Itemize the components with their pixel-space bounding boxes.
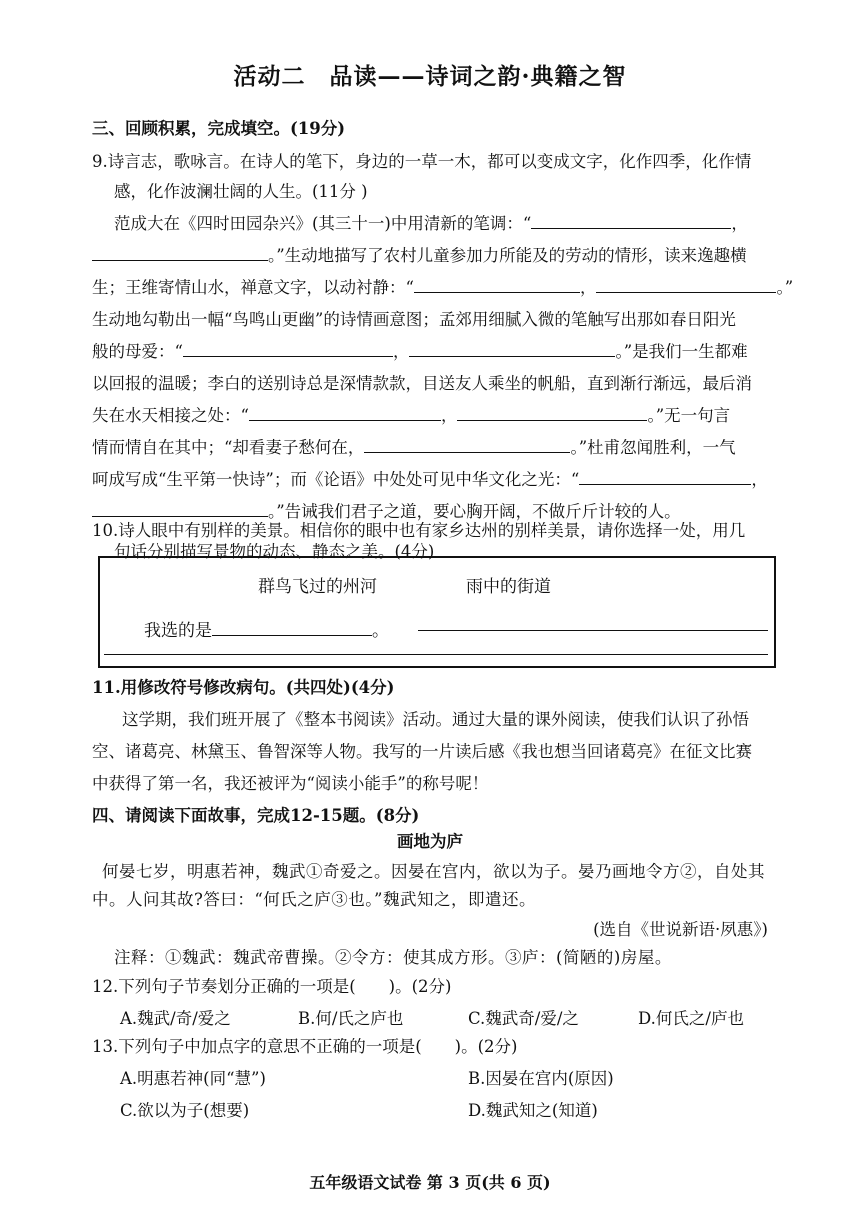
q9-text: 情而情自在其中；“却看妻子愁何在， [92, 438, 365, 457]
q13-option-c[interactable]: C.欲以为子(想要) [120, 1101, 250, 1120]
q9-text: 般的母爱：“ [92, 342, 183, 361]
q9-text: 生；王维寄情山水，禅意文字，以动衬静：“ [92, 278, 414, 297]
story-notes: 注释：①魏武：魏武帝曹操。②令方：使其成方形。③庐：(简陋的)房屋。 [114, 948, 672, 967]
q10-choose-line [144, 616, 389, 641]
q9-text: 。” [776, 278, 794, 297]
q12-option-a[interactable]: A.魏武/奇/爱之 [120, 1009, 231, 1028]
fill-blank[interactable] [596, 276, 776, 293]
q9-text: ， [731, 214, 748, 233]
q9-text: ， [751, 470, 768, 489]
q9-text: ， [579, 278, 597, 297]
q10-writing-line[interactable] [418, 630, 768, 631]
q10-option-street[interactable]: 雨中的街道 [466, 577, 551, 597]
q10-choose-label: 我选的是 [144, 621, 212, 641]
q9-stem-line1: 9.诗言志，歌咏言。在诗人的笔下，身边的一草一木，都可以变成文字，化作四季，化作情 [92, 152, 752, 171]
q11-para-line2: 空、诸葛亮、林黛玉、鲁智深等人物。我写的一片读后感《我也想当回诸葛亮》在征文比赛 [92, 742, 752, 761]
q9-para-line2 [92, 244, 770, 268]
q10-answer-box [98, 556, 776, 668]
fill-blank[interactable] [414, 276, 580, 293]
q11-para-line1: 这学期，我们班开展了《整本书阅读》活动。通过大量的课外阅读，使我们认识了孙悟 [122, 710, 749, 729]
q10-option-river[interactable]: 群鸟飞过的州河 [258, 577, 377, 597]
q13-option-b[interactable]: B.因晏在宫内(原因) [468, 1069, 614, 1088]
q10-stem-line1: 10.诗人眼中有别样的美景。相信你的眼中也有家乡达州的别样美景，请你选择一处，用几 [92, 521, 746, 540]
fill-blank[interactable] [183, 340, 393, 357]
q12-option-c[interactable]: C.魏武奇/爱/之 [468, 1009, 579, 1028]
q9-text: 范成大在《四时田园杂兴》(其三十一)中用清新的笔调：“ [114, 214, 532, 233]
story-line1: 何晏七岁，明惠若神，魏武①奇爱之。因晏在宫内，欲以为子。晏乃画地令方②，自处其 [102, 862, 765, 881]
q9-para-line8 [92, 436, 770, 460]
fill-blank[interactable] [409, 340, 615, 357]
q9-stem-line2: 感，化作波澜壮阔的人生。(11分 ) [114, 182, 368, 201]
q10-choose-end: 。 [372, 621, 389, 641]
q13-stem: 13.下列句子中加点字的意思不正确的一项是( )。(2分) [92, 1037, 518, 1056]
q9-para-line1 [114, 212, 770, 236]
q9-text: 。”无一句言 [647, 406, 731, 425]
q12-option-b[interactable]: B.何/氏之庐也 [298, 1009, 404, 1028]
story-title: 画地为庐 [397, 832, 463, 851]
section3-heading: 三、回顾积累，完成填空。(19分) [92, 119, 346, 138]
q9-text: 呵成写成“生平第一快诗”；而《论语》中处处可见中华文化之光：“ [92, 470, 580, 489]
q9-text: 。”告诫我们君子之道，要心胸开阔，不做斤斤计较的人。 [268, 502, 681, 521]
fill-blank[interactable] [531, 212, 731, 229]
fill-blank[interactable] [92, 244, 268, 261]
q9-text: 。”生动地描写了农村儿童参加力所能及的劳动的情形，读来逸趣横 [268, 246, 747, 265]
page-footer: 五年级语文试卷 第 3 页(共 6 页) [309, 1173, 551, 1192]
q9-text: ， [440, 406, 458, 425]
q9-para-line4: 生动地勾勒出一幅“鸟鸣山更幽”的诗情画意图；孟郊用细腻入微的笔触写出那如春日阳光 [92, 310, 736, 329]
story-source: (选自《世说新语·夙惠》) [593, 920, 768, 939]
q9-para-line3 [92, 276, 794, 300]
fill-blank[interactable] [579, 468, 751, 485]
q9-para-line6: 以回报的温暖；李白的送别诗总是深情款款，目送友人乘坐的帆船，直到渐行渐远，最后消 [92, 374, 752, 393]
fill-blank[interactable] [92, 500, 268, 517]
q11-stem: 11.用修改符号修改病句。(共四处)(4分) [92, 678, 395, 697]
q9-text: 。”杜甫忽闻胜利，一气 [570, 438, 736, 457]
q13-option-d[interactable]: D.魏武知之(知道) [468, 1101, 598, 1120]
q9-text: 。”是我们一生都难 [615, 342, 748, 361]
section4-heading: 四、请阅读下面故事，完成12-15题。(8分) [92, 806, 420, 825]
q9-para-line7 [92, 404, 770, 428]
q10-choice-blank[interactable] [212, 619, 372, 636]
activity-title: 活动二 品读——诗词之韵·典籍之智 [233, 63, 627, 90]
fill-blank[interactable] [364, 436, 570, 453]
q10-writing-line[interactable] [104, 654, 768, 655]
q9-text: 失在水天相接之处：“ [92, 406, 249, 425]
q13-option-a[interactable]: A.明惠若神(同“慧”) [120, 1069, 266, 1088]
fill-blank[interactable] [249, 404, 441, 421]
q12-option-d[interactable]: D.何氏之/庐也 [638, 1009, 744, 1028]
q12-stem: 12.下列句子节奏划分正确的一项是( )。(2分) [92, 977, 452, 996]
fill-blank[interactable] [457, 404, 647, 421]
q9-para-line9 [92, 468, 770, 492]
story-line2: 中。人问其故?答曰：“何氏之庐③也。”魏武知之，即遣还。 [92, 890, 536, 909]
q10-stem-line2: 句话分别描写景物的动态、静态之美。(4分) [114, 542, 435, 561]
q9-text: ， [392, 342, 410, 361]
q9-para-line5 [92, 340, 770, 364]
q11-para-line3: 中获得了第一名，我还被评为“阅读小能手”的称号呢！ [92, 774, 489, 793]
